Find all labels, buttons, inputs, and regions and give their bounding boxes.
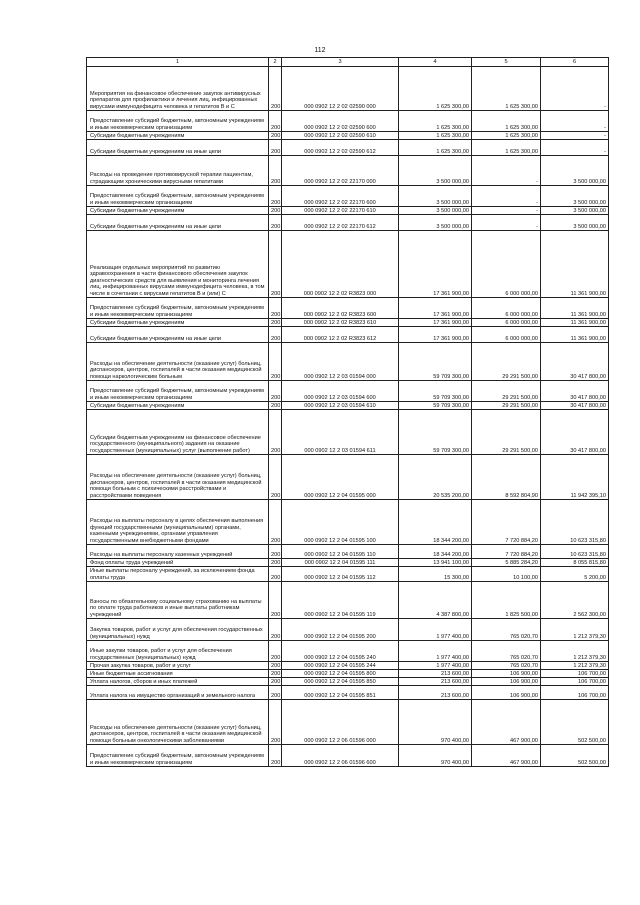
table-row: [87, 402, 609, 410]
row-value-6: 11 361 900,00: [541, 231, 609, 298]
row-value-5: 7 720 884,20: [472, 545, 541, 559]
table-row: [87, 582, 609, 619]
row-name: Расходы на обеспечение деятельности (оказание услуг) больниц, диспансеров, центров, госпиталей в части оказания медицинской помощи больным с психическими расстройствами и расстройствами поведения: [87, 455, 269, 500]
row-name: Субсидии бюджетным учреждениям: [87, 319, 269, 327]
row-code: 000 0902 12 2 02 02590 000: [282, 67, 399, 111]
row-code: 000 0902 12 2 06 01596 000: [282, 700, 399, 745]
row-value-5: -: [472, 186, 541, 207]
row-col2: 200: [269, 410, 282, 455]
row-value-6: 106 700,00: [541, 686, 609, 700]
row-value-6: -: [541, 111, 609, 132]
row-value-5: 6 000 000,00: [472, 327, 541, 343]
row-value-5: 6 000 000,00: [472, 231, 541, 298]
row-value-4: 3 500 000,00: [399, 186, 472, 207]
table-row: [87, 156, 609, 186]
row-name: Предоставление субсидий бюджетным, автономным учреждениям и иным некоммерческим организациям: [87, 745, 269, 767]
row-name: Расходы на проведение противовирусной терапии пациентам, страдающим хроническими вирусными гепатитами: [87, 156, 269, 186]
row-value-4: 17 361 900,00: [399, 327, 472, 343]
row-value-5: 106 900,00: [472, 678, 541, 686]
row-name: Расходы на обеспечение деятельности (оказание услуг) больниц, диспансеров, центров, госпиталей в части оказания медицинской помощи наркологическим больным: [87, 343, 269, 381]
table-row: [87, 670, 609, 678]
row-value-4: 1 625 300,00: [399, 111, 472, 132]
row-col2: 200: [269, 156, 282, 186]
row-col2: 200: [269, 500, 282, 545]
row-value-6: 3 500 000,00: [541, 156, 609, 186]
row-value-4: 1 625 300,00: [399, 67, 472, 111]
row-code: 000 0902 12 2 02 02590 612: [282, 140, 399, 156]
table-row: [87, 700, 609, 745]
row-name: Мероприятия на финансовое обеспечение закупок антивирусных препаратов для профилактики и лечения лиц, инфицированных вирусами иммунодефицита человека и гепатитов В и С: [87, 67, 269, 111]
row-value-6: 1 212 379,30: [541, 619, 609, 641]
row-col2: 200: [269, 455, 282, 500]
row-value-6: 3 500 000,00: [541, 207, 609, 215]
row-value-5: 1 625 300,00: [472, 140, 541, 156]
row-value-4: 20 535 200,00: [399, 455, 472, 500]
row-value-4: 213 600,00: [399, 678, 472, 686]
row-col2: 200: [269, 111, 282, 132]
row-value-6: 11 942 395,10: [541, 455, 609, 500]
row-col2: 200: [269, 545, 282, 559]
row-value-5: 6 000 000,00: [472, 298, 541, 319]
row-col2: 200: [269, 402, 282, 410]
row-code: 000 0902 12 2 04 01595 110: [282, 545, 399, 559]
row-col2: 200: [269, 207, 282, 215]
table-row: [87, 319, 609, 327]
row-value-4: 213 600,00: [399, 686, 472, 700]
row-value-4: 1 977 400,00: [399, 641, 472, 662]
row-value-6: 30 417 800,00: [541, 402, 609, 410]
header-col-2: 2: [269, 58, 282, 67]
table-body: [87, 67, 609, 767]
row-col2: 200: [269, 670, 282, 678]
row-value-4: 59 709 300,00: [399, 343, 472, 381]
row-code: 000 0902 12 2 02 22170 610: [282, 207, 399, 215]
row-name: Реализация отдельных мероприятий по развитию здравоохранения в части финансового обеспечения закупок диагностических средств для выявления и мониторинга лечения лиц, инфицированных вирусами иммунодефицита человека, в том числе в сочетании с вирусами гепатитов В и (или) С: [87, 231, 269, 298]
row-value-6: 502 500,00: [541, 700, 609, 745]
row-code: 000 0902 12 2 02 R3823 000: [282, 231, 399, 298]
row-code: 000 0902 12 2 04 01595 000: [282, 455, 399, 500]
table-row: [87, 343, 609, 381]
row-name: Иные бюджетные ассигнования: [87, 670, 269, 678]
row-value-6: 3 500 000,00: [541, 186, 609, 207]
row-value-4: 1 625 300,00: [399, 140, 472, 156]
row-value-4: 1 977 400,00: [399, 619, 472, 641]
row-value-5: 29 291 500,00: [472, 402, 541, 410]
header-col-6: 6: [541, 58, 609, 67]
row-value-6: 10 623 315,80: [541, 500, 609, 545]
row-col2: 200: [269, 686, 282, 700]
row-value-4: 59 709 300,00: [399, 381, 472, 402]
row-value-5: 106 900,00: [472, 670, 541, 678]
row-code: 000 0902 12 2 04 01595 119: [282, 582, 399, 619]
row-name: Иные закупки товаров, работ и услуг для обеспечения государственных (муниципальных) нужд: [87, 641, 269, 662]
row-value-4: 18 344 200,00: [399, 500, 472, 545]
row-value-4: 3 500 000,00: [399, 207, 472, 215]
row-value-5: 1 625 300,00: [472, 67, 541, 111]
row-value-4: 15 300,00: [399, 567, 472, 582]
row-code: 000 0902 12 2 02 22170 000: [282, 156, 399, 186]
row-col2: 200: [269, 582, 282, 619]
row-code: 000 0902 12 2 03 01594 600: [282, 381, 399, 402]
row-col2: 200: [269, 381, 282, 402]
row-code: 000 0902 12 2 02 R3823 600: [282, 298, 399, 319]
row-value-5: -: [472, 215, 541, 231]
row-name: Предоставление субсидий бюджетным, автономным учреждениям и иным некоммерческим организациям: [87, 186, 269, 207]
row-value-4: 3 500 000,00: [399, 215, 472, 231]
row-value-5: 1 625 300,00: [472, 111, 541, 132]
row-value-5: 29 291 500,00: [472, 381, 541, 402]
table-row: [87, 132, 609, 140]
row-value-4: 18 344 200,00: [399, 545, 472, 559]
row-value-4: 13 941 100,00: [399, 559, 472, 567]
table-row: [87, 678, 609, 686]
row-name: Субсидии бюджетным учреждениям: [87, 207, 269, 215]
row-value-5: 1 625 300,00: [472, 132, 541, 140]
row-value-6: 30 417 800,00: [541, 381, 609, 402]
table-row: [87, 662, 609, 670]
row-code: 000 0902 12 2 06 01596 600: [282, 745, 399, 767]
row-value-4: 59 709 300,00: [399, 410, 472, 455]
row-value-4: 1 625 300,00: [399, 132, 472, 140]
row-code: 000 0902 12 2 02 22170 612: [282, 215, 399, 231]
row-col2: 200: [269, 343, 282, 381]
row-col2: 200: [269, 678, 282, 686]
row-col2: 200: [269, 745, 282, 767]
row-code: 000 0902 12 2 03 01594 000: [282, 343, 399, 381]
row-value-6: 1 212 379,30: [541, 641, 609, 662]
row-value-5: 765 020,70: [472, 662, 541, 670]
row-value-4: 17 361 900,00: [399, 298, 472, 319]
row-name: Субсидии бюджетным учреждениям: [87, 402, 269, 410]
row-value-5: 10 100,00: [472, 567, 541, 582]
row-value-4: 17 361 900,00: [399, 319, 472, 327]
table-row: [87, 67, 609, 111]
row-value-6: 30 417 800,00: [541, 343, 609, 381]
row-value-6: 502 500,00: [541, 745, 609, 767]
table-row: [87, 619, 609, 641]
row-code: 000 0902 12 2 04 01595 850: [282, 678, 399, 686]
row-value-4: 970 400,00: [399, 745, 472, 767]
row-col2: 200: [269, 231, 282, 298]
row-value-6: 5 200,00: [541, 567, 609, 582]
row-value-4: 3 500 000,00: [399, 156, 472, 186]
row-col2: 200: [269, 327, 282, 343]
row-value-6: -: [541, 67, 609, 111]
row-code: 000 0902 12 2 04 01595 244: [282, 662, 399, 670]
row-col2: 200: [269, 662, 282, 670]
row-value-4: 213 600,00: [399, 670, 472, 678]
table-row: [87, 207, 609, 215]
row-col2: 200: [269, 67, 282, 111]
table-row: [87, 545, 609, 559]
row-value-6: 11 361 900,00: [541, 327, 609, 343]
row-code: 000 0902 12 2 02 22170 600: [282, 186, 399, 207]
row-code: 000 0902 12 2 04 01595 111: [282, 559, 399, 567]
row-value-6: 1 212 379,30: [541, 662, 609, 670]
row-value-5: 765 020,70: [472, 619, 541, 641]
row-value-5: 8 592 804,90: [472, 455, 541, 500]
row-value-6: 10 623 315,80: [541, 545, 609, 559]
table-row: [87, 298, 609, 319]
table-row: [87, 641, 609, 662]
row-name: Субсидии бюджетным учреждениям: [87, 132, 269, 140]
row-col2: 200: [269, 186, 282, 207]
row-code: 000 0902 12 2 03 01594 611: [282, 410, 399, 455]
row-value-5: 106 900,00: [472, 686, 541, 700]
table-row: [87, 381, 609, 402]
header-col-3: 3: [282, 58, 399, 67]
row-name: Расходы на выплаты персоналу в целях обеспечения выполнения функций государственными (муниципальными) органами, казенными учреждениями, органами управления государственными внебюджетными фондами: [87, 500, 269, 545]
row-value-5: -: [472, 207, 541, 215]
row-code: 000 0902 12 2 04 01595 200: [282, 619, 399, 641]
table-row: [87, 410, 609, 455]
row-name: Расходы на обеспечение деятельности (оказание услуг) больниц, диспансеров, центров, госпиталей в части оказания медицинской помощи больным онкологическими заболеваниями: [87, 700, 269, 745]
row-code: 000 0902 12 2 03 01594 610: [282, 402, 399, 410]
row-value-5: 29 291 500,00: [472, 343, 541, 381]
row-value-6: 106 700,00: [541, 670, 609, 678]
row-col2: 200: [269, 567, 282, 582]
row-value-4: 1 977 400,00: [399, 662, 472, 670]
row-name: Иные выплаты персоналу учреждений, за исключением фонда оплаты труда: [87, 567, 269, 582]
row-code: 000 0902 12 2 02 02590 610: [282, 132, 399, 140]
row-name: Закупка товаров, работ и услуг для обеспечения государственных (муниципальных) нужд: [87, 619, 269, 641]
row-col2: 200: [269, 319, 282, 327]
row-value-5: 7 720 884,20: [472, 500, 541, 545]
row-value-6: 2 562 300,00: [541, 582, 609, 619]
table-row: [87, 567, 609, 582]
row-value-4: 59 709 300,00: [399, 402, 472, 410]
page-number: 112: [314, 47, 326, 54]
header-row: [87, 58, 609, 67]
row-value-4: 970 400,00: [399, 700, 472, 745]
header-col-5: 5: [472, 58, 541, 67]
table-row: [87, 455, 609, 500]
row-value-5: 5 885 284,20: [472, 559, 541, 567]
row-name: Уплата налога на имущество организаций и земельного налога: [87, 686, 269, 700]
row-name: Прочая закупка товаров, работ и услуг: [87, 662, 269, 670]
header-col-1: 1: [87, 58, 269, 67]
row-value-4: 4 387 800,00: [399, 582, 472, 619]
table-row: [87, 231, 609, 298]
budget-table: [86, 57, 609, 767]
row-name: Фонд оплаты труда учреждений: [87, 559, 269, 567]
row-name: Субсидии бюджетным учреждениям на иные цели: [87, 215, 269, 231]
row-code: 000 0902 12 2 04 01595 100: [282, 500, 399, 545]
row-code: 000 0902 12 2 04 01595 851: [282, 686, 399, 700]
row-value-4: 17 361 900,00: [399, 231, 472, 298]
header-col-4: 4: [399, 58, 472, 67]
row-name: Расходы на выплаты персоналу казенных учреждений: [87, 545, 269, 559]
row-name: Субсидии бюджетным учреждениям на иные цели: [87, 327, 269, 343]
row-value-5: 6 000 000,00: [472, 319, 541, 327]
row-col2: 200: [269, 298, 282, 319]
row-code: 000 0902 12 2 02 R3823 610: [282, 319, 399, 327]
row-code: 000 0902 12 2 04 01595 112: [282, 567, 399, 582]
table-row: [87, 215, 609, 231]
row-value-5: -: [472, 156, 541, 186]
table-row: [87, 327, 609, 343]
row-name: Предоставление субсидий бюджетным, автономным учреждениям и иным некоммерческим организациям: [87, 298, 269, 319]
row-value-6: 3 500 000,00: [541, 215, 609, 231]
row-name: Предоставление субсидий бюджетным, автономным учреждениям и иным некоммерческим организациям: [87, 381, 269, 402]
row-value-6: -: [541, 132, 609, 140]
table-row: [87, 111, 609, 132]
row-code: 000 0902 12 2 02 02590 600: [282, 111, 399, 132]
row-col2: 200: [269, 619, 282, 641]
row-value-6: 11 361 900,00: [541, 319, 609, 327]
row-name: Предоставление субсидий бюджетным, автономным учреждениям и иным некоммерческим организациям: [87, 111, 269, 132]
row-col2: 200: [269, 215, 282, 231]
row-code: 000 0902 12 2 04 01595 800: [282, 670, 399, 678]
row-name: Взносы по обязательному социальному страхованию на выплаты по оплате труда работников и иные выплаты работникам учреждений: [87, 582, 269, 619]
table-row: [87, 686, 609, 700]
row-name: Уплата налогов, сборов и иных платежей: [87, 678, 269, 686]
row-col2: 200: [269, 132, 282, 140]
row-value-5: 467 900,00: [472, 745, 541, 767]
table-row: [87, 559, 609, 567]
row-col2: 200: [269, 140, 282, 156]
row-value-6: 106 700,00: [541, 678, 609, 686]
table-row: [87, 140, 609, 156]
table-row: [87, 186, 609, 207]
row-name: Субсидии бюджетным учреждениям на иные цели: [87, 140, 269, 156]
row-value-6: 8 055 815,80: [541, 559, 609, 567]
table-row: [87, 745, 609, 767]
row-value-6: 30 417 800,00: [541, 410, 609, 455]
row-value-6: 11 361 900,00: [541, 298, 609, 319]
row-value-5: 467 900,00: [472, 700, 541, 745]
row-col2: 200: [269, 559, 282, 567]
row-name: Субсидии бюджетным учреждениям на финансовое обеспечение государственного (муниципального) задания на оказание государственных (муниципальных) услуг (выполнение работ): [87, 410, 269, 455]
row-value-6: -: [541, 140, 609, 156]
table-row: [87, 500, 609, 545]
row-value-5: 29 291 500,00: [472, 410, 541, 455]
row-code: 000 0902 12 2 02 R3823 612: [282, 327, 399, 343]
row-value-5: 1 825 500,00: [472, 582, 541, 619]
row-code: 000 0902 12 2 04 01595 240: [282, 641, 399, 662]
row-value-5: 765 020,70: [472, 641, 541, 662]
row-col2: 200: [269, 700, 282, 745]
row-col2: 200: [269, 641, 282, 662]
